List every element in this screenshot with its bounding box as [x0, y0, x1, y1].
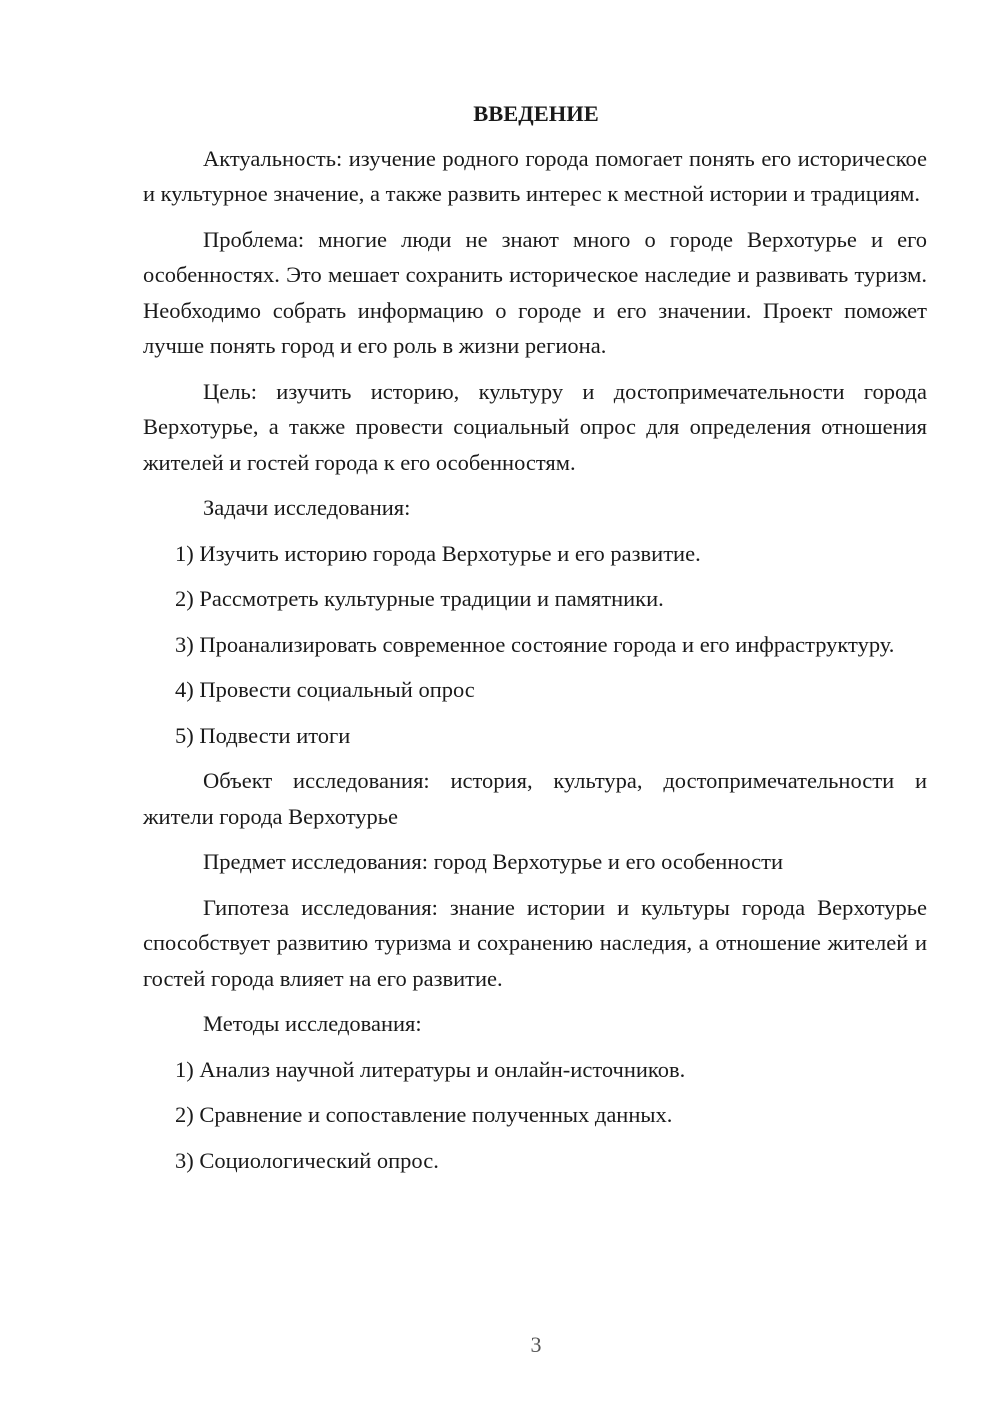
problem-paragraph: Проблема: многие люди не знают много о городе Верхотурье и его особенностях. Это мешает сохранить историческое наследие и развивать туризм. Необходимо собрать информацию о городе и его значении. Проект поможет лучше понять город и его роль в жизни региона.	[143, 226, 927, 358]
method-item: 3) Социологический опрос.	[175, 1147, 439, 1173]
hypothesis-paragraph: Гипотеза исследования: знание истории и культуры города Верхотурье способствует развитию туризма и сохранению наследия, а отношение жителей и гостей города влияет на его развитие.	[143, 894, 927, 991]
task-item: 4) Провести социальный опрос	[175, 677, 475, 702]
task-item: 1) Изучить историю города Верхотурье и его развитие.	[175, 540, 701, 566]
section-heading: ВВЕДЕНИЕ	[473, 101, 599, 126]
task-item: 2) Рассмотреть культурные традиции и памятники.	[175, 586, 664, 611]
tasks-heading: Задачи исследования:	[203, 495, 411, 520]
task-item: 5) Подвести итоги	[175, 722, 351, 748]
object-paragraph: Объект исследования: история, культура, достопримечательности и жители города Верхотурье	[143, 768, 927, 829]
subject-paragraph: Предмет исследования: город Верхотурье и его особенности	[203, 849, 784, 874]
methods-heading: Методы исследования:	[203, 1011, 422, 1036]
document-body	[143, 96, 927, 1188]
method-item: 2) Сравнение и сопоставление полученных данных.	[175, 1102, 673, 1127]
relevance-paragraph: Актуальность: изучение родного города помогает понять его историческое и культурное значение, а также развить интерес к местной истории и традициям.	[143, 145, 927, 206]
goal-paragraph: Цель: изучить историю, культуру и достопримечательности города Верхотурье, а также провести социальный опрос для определения отношения жителей и гостей города к его особенностям.	[143, 378, 927, 475]
method-item: 1) Анализ научной литературы и онлайн-источников.	[175, 1056, 686, 1082]
page-number: 3	[530, 1332, 542, 1357]
task-item: 3) Проанализировать современное состояние города и его инфраструктуру.	[175, 631, 895, 657]
